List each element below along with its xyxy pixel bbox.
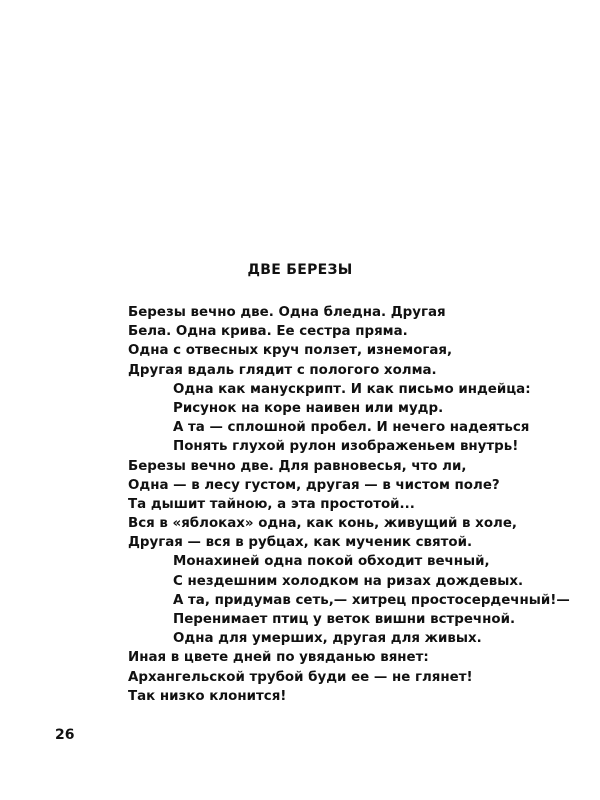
poem-line: Березы вечно две. Для равновесья, что ли, bbox=[128, 458, 467, 474]
poem-line: Бела. Одна крива. Ее сестра пряма. bbox=[128, 324, 408, 340]
poem-line: Перенимает птиц у веток вишни встречной. bbox=[173, 612, 516, 627]
poem-line: Другая — вся в рубцах, как мученик святой. bbox=[128, 535, 473, 551]
poem-line: С нездешним холодком на ризах дождевых. bbox=[173, 573, 524, 589]
poem-line: Одна — в лесу густом, другая — в чистом поле? bbox=[128, 477, 500, 493]
poem-line: Та дышит тайною, а эта простотой... bbox=[128, 496, 415, 512]
poem-line: Понять глухой рулон изображеньем внутрь! bbox=[173, 439, 519, 455]
poem-body bbox=[128, 303, 588, 706]
poem-line: Одна для умерших, другая для живых. bbox=[173, 631, 482, 647]
page-number: 26 bbox=[55, 727, 75, 743]
poem-title: ДВЕ БЕРЕЗЫ bbox=[247, 262, 353, 278]
poem-line: Одна как манускрипт. И как письмо индейца: bbox=[173, 381, 531, 397]
poem-line: Архангельской трубой буди ее — не глянет! bbox=[128, 669, 473, 685]
poem-line: Березы вечно две. Одна бледна. Другая bbox=[128, 305, 446, 320]
poem-line: А та — сплошной пробел. И нечего надеяться bbox=[173, 420, 530, 436]
poem-line: А та, придумав сеть,— хитрец простосердечный!— bbox=[173, 592, 570, 608]
poem-line: Вся в «яблоках» одна, как конь, живущий в холе, bbox=[128, 516, 517, 532]
poem-line: Монахиней одна покой обходит вечный, bbox=[173, 554, 490, 570]
poem-line: Рисунок на коре наивен или мудр. bbox=[173, 400, 444, 416]
poem-line: Другая вдаль глядит с пологого холма. bbox=[128, 362, 437, 378]
poem-line: Так низко клонится! bbox=[128, 688, 287, 704]
poem-line: Иная в цвете дней по увяданью вянет: bbox=[128, 650, 429, 666]
poem-line: Одна с отвесных круч ползет, изнемогая, bbox=[128, 343, 453, 359]
